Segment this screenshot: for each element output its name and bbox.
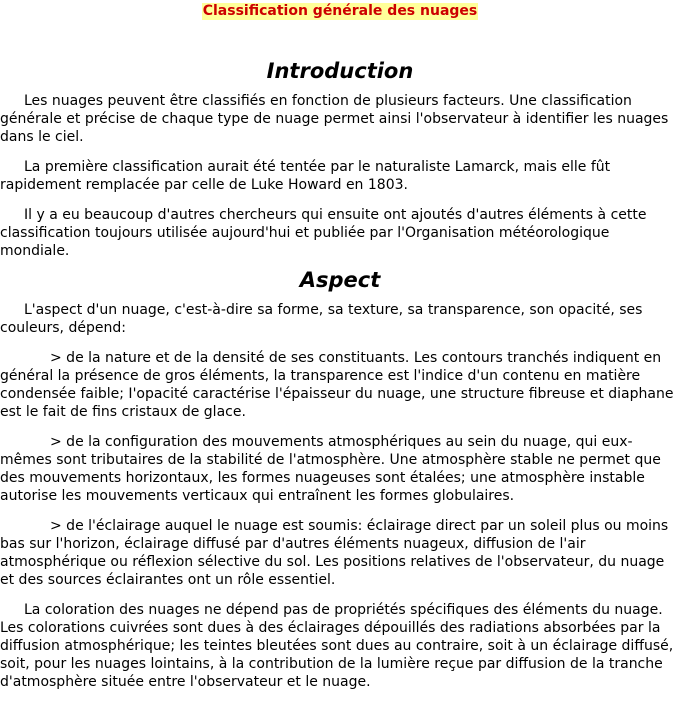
section-aspect xyxy=(0,268,680,691)
intro-paragraph-3: Il y a eu beaucoup d'autres chercheurs qui ensuite ont ajoutés d'autres éléments à cette classification toujours utilisée aujourd'hui et publiée par l'Organisation météorologique mondiale. xyxy=(0,207,647,259)
aspect-paragraph-5: La coloration des nuages ne dépend pas de propriétés spécifiques des éléments du nuage. Les colorations cuivrées sont dues à des éclairages dépouillés des radiations absorbées par la diffusion atmosphérique; les teintes bleutées sont dues au contraire, soit à un éclairage diffusé, soit, pour les nuages lointains, à la contribution de la lumière reçue par diffusion de la tranche d'atmosphère située entre l'observateur et le nuage. xyxy=(0,602,674,690)
intro-paragraph-1: Les nuages peuvent être classifiés en fonction de plusieurs facteurs. Une classification générale et précise de chaque type de nuage permet ainsi l'observateur à identifier les nuages dans le ciel. xyxy=(0,93,669,145)
section-introduction xyxy=(0,59,680,260)
aspect-paragraph-3: > de la configuration des mouvements atmosphériques au sein du nuage, qui eux-mêmes sont tributaires de la stabilité de l'atmosphère. Une atmosphère stable ne permet que des mouvements horizontaux, les formes nuageuses sont étalées; une atmosphère instable autorise les mouvements verticaux qui entraînent les formes globulaires. xyxy=(0,434,661,504)
title-container xyxy=(0,0,680,20)
heading-introduction: Introduction xyxy=(266,59,414,83)
heading-aspect: Aspect xyxy=(299,268,381,292)
page-title: Classification générale des nuages xyxy=(202,3,478,19)
aspect-paragraph-2: > de la nature et de la densité de ses constituants. Les contours tranchés indiquent en général la présence de gros éléments, la transparence est l'indice d'un contenu en matière condensée faible; I'opacité caractérise l'épaisseur du nuage, une structure fibreuse et diaphane est le fait de fins cristaux de glace. xyxy=(0,350,674,420)
aspect-paragraph-4: > de l'éclairage auquel le nuage est soumis: éclairage direct par un soleil plus ou moins bas sur l'horizon, éclairage diffusé par d'autres éléments nuageux, diffusion de l'air atmosphérique ou réflexion sélective du sol. Les positions relatives de l'observateur, du nuage et des sources éclairantes ont un rôle essentiel. xyxy=(0,518,669,588)
intro-paragraph-2: La première classification aurait été tentée par le naturaliste Lamarck, mais elle fût rapidement remplacée par celle de Luke Howard en 1803. xyxy=(0,159,611,193)
aspect-paragraph-1: L'aspect d'un nuage, c'est-à-dire sa forme, sa texture, sa transparence, son opacité, ses couleurs, dépend: xyxy=(0,302,643,336)
